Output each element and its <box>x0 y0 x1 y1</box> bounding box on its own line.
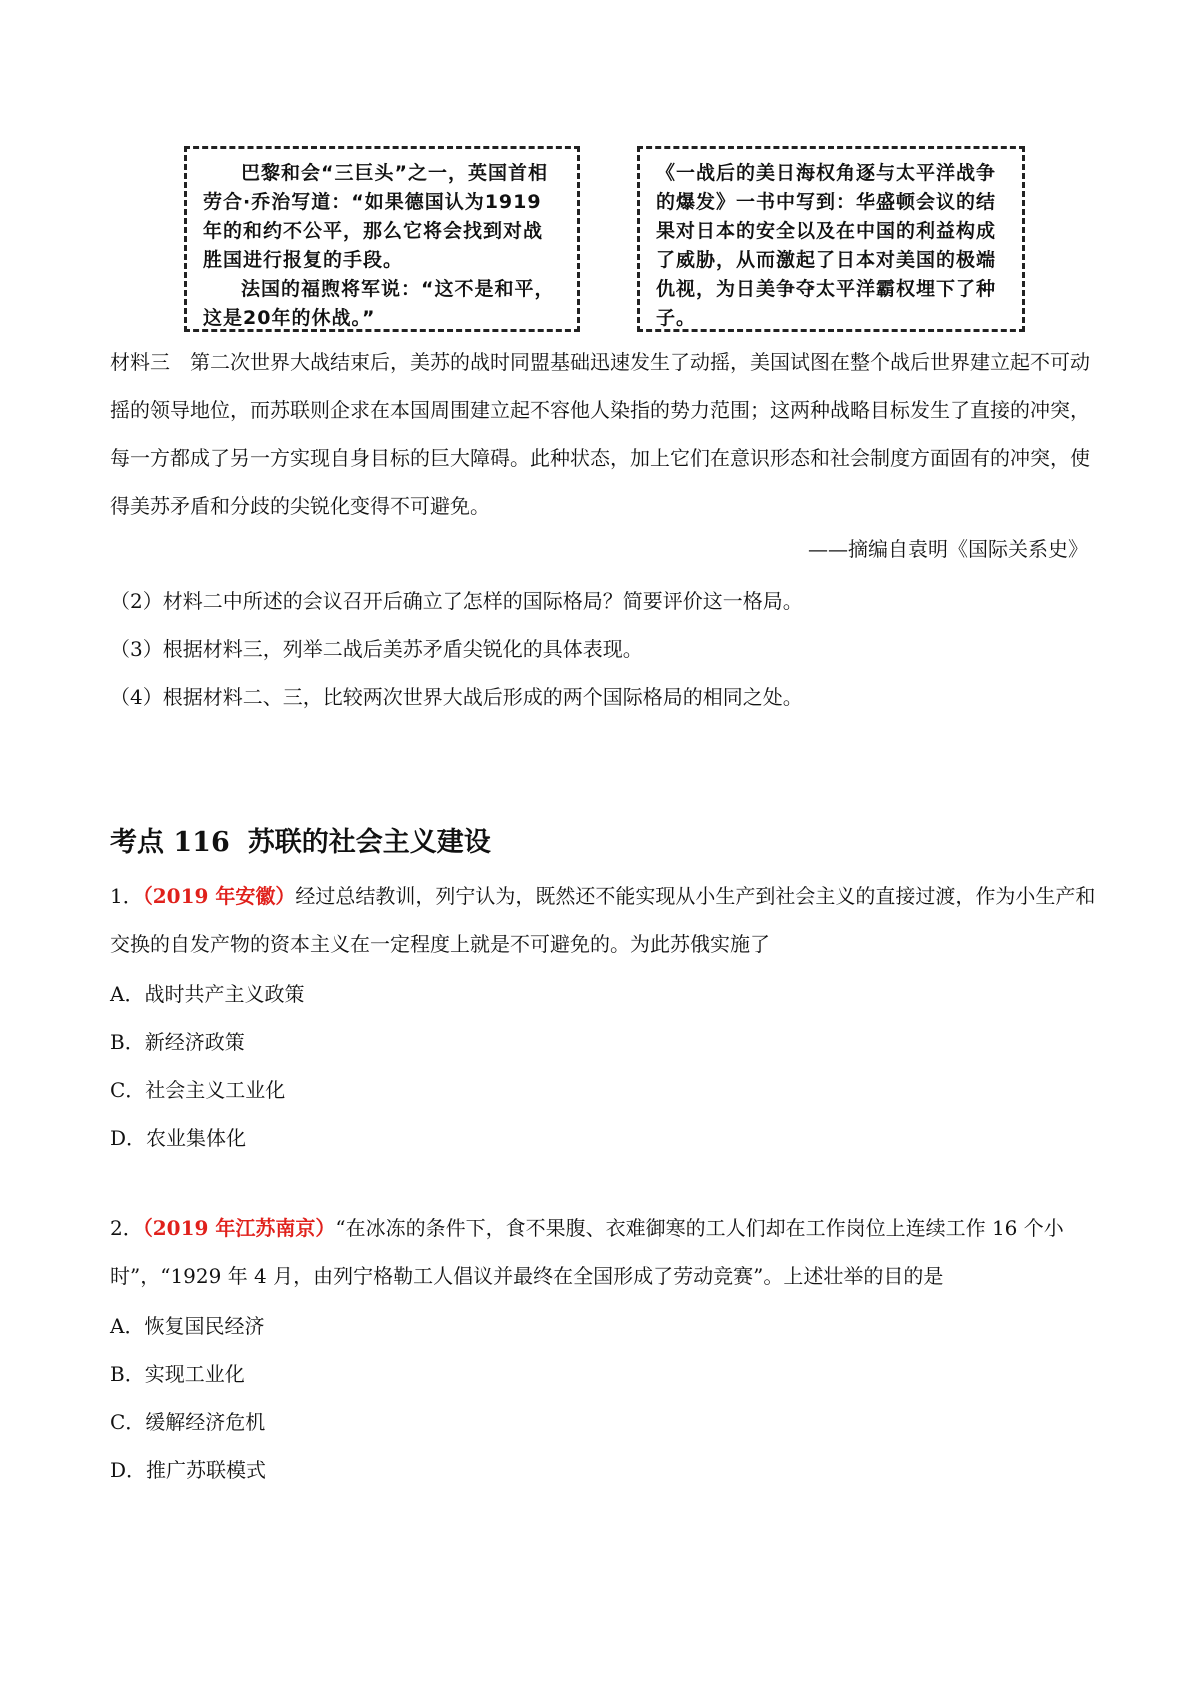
section-title: 苏联的社会主义建设 <box>247 827 491 858</box>
item2-option-c: C．缓解经济危机 <box>110 1410 266 1434</box>
item1-option-b: B．新经济政策 <box>110 1030 245 1054</box>
material2-quote-box-left <box>184 146 580 332</box>
item2-option-d: D．推广苏联模式 <box>110 1458 267 1482</box>
item1-option-a: A．战时共产主义政策 <box>110 982 305 1006</box>
item1-number: 1． <box>110 884 143 908</box>
book-quote: 《一战后的美日海权角逐与太平洋战争的爆发》一书中写到：华盛顿会议的结果对日本的安全以及在中国的利益构成了威胁，从而激起了日本对美国的极端仇视，为日美争夺太平洋霸权埋下了种子。 <box>656 162 997 329</box>
item1-stem-text: 经过总结教训，列宁认为，既然还不能实现从小生产到社会主义的直接过渡，作为小生产和交换的自发产物的资本主义在一定程度上就是不可避免的。为此苏俄实施了 <box>110 884 1096 956</box>
section-heading <box>110 820 491 859</box>
foch-quote: 法国的福煦将军说：“这不是和平，这是20年的休战。” <box>203 278 555 329</box>
item1-source: （2019 年安徽） <box>142 884 296 908</box>
item2-stem-text: “在冰冻的条件下，食不果腹、衣难御寒的工人们却在工作岗位上连续工作 16 个小时”，“1929 年 4 月，由列宁格勒工人倡议并最终在全国形成了劳动竞赛”。上述壮举的目的是 <box>110 1216 1064 1288</box>
section-number: 考点 116 <box>110 827 230 858</box>
question-4: （4）根据材料二、三，比较两次世界大战后形成的两个国际格局的相同之处。 <box>110 685 803 709</box>
item2-number: 2． <box>110 1216 143 1240</box>
material3-attribution: ——摘编自袁明《国际关系史》 <box>808 537 1088 561</box>
item1-stem <box>110 872 1100 968</box>
item1-option-c: C．社会主义工业化 <box>110 1078 286 1102</box>
lloyd-george-quote: 巴黎和会“三巨头”之一，英国首相劳合·乔治写道：“如果德国认为1919年的和约不公平，那么它将会找到对战胜国进行报复的手段。 <box>203 162 548 271</box>
item2-source: （2019 年江苏南京） <box>142 1216 336 1240</box>
item2-option-b: B．实现工业化 <box>110 1362 245 1386</box>
material3-paragraph: 材料三 第二次世界大战结束后，美苏的战时同盟基础迅速发生了动摇，美国试图在整个战后世界建立起不可动摇的领导地位，而苏联则企求在本国周围建立起不容他人染指的势力范围；这两种战略目标发生了直接的冲突，每一方都成了另一方实现自身目标的巨大障碍。此种状态，加上它们在意识形态和社会制度方面固有的冲突，使得美苏矛盾和分歧的尖锐化变得不可避免。 <box>110 350 1090 518</box>
question-3: （3）根据材料三，列举二战后美苏矛盾尖锐化的具体表现。 <box>110 637 643 661</box>
question-2: （2）材料二中所述的会议召开后确立了怎样的国际格局？简要评价这一格局。 <box>110 589 803 613</box>
item1-option-d: D．农业集体化 <box>110 1126 247 1150</box>
item2-stem <box>110 1204 1100 1300</box>
material2-quote-box-right <box>637 146 1025 332</box>
item2-option-a: A．恢复国民经济 <box>110 1314 265 1338</box>
